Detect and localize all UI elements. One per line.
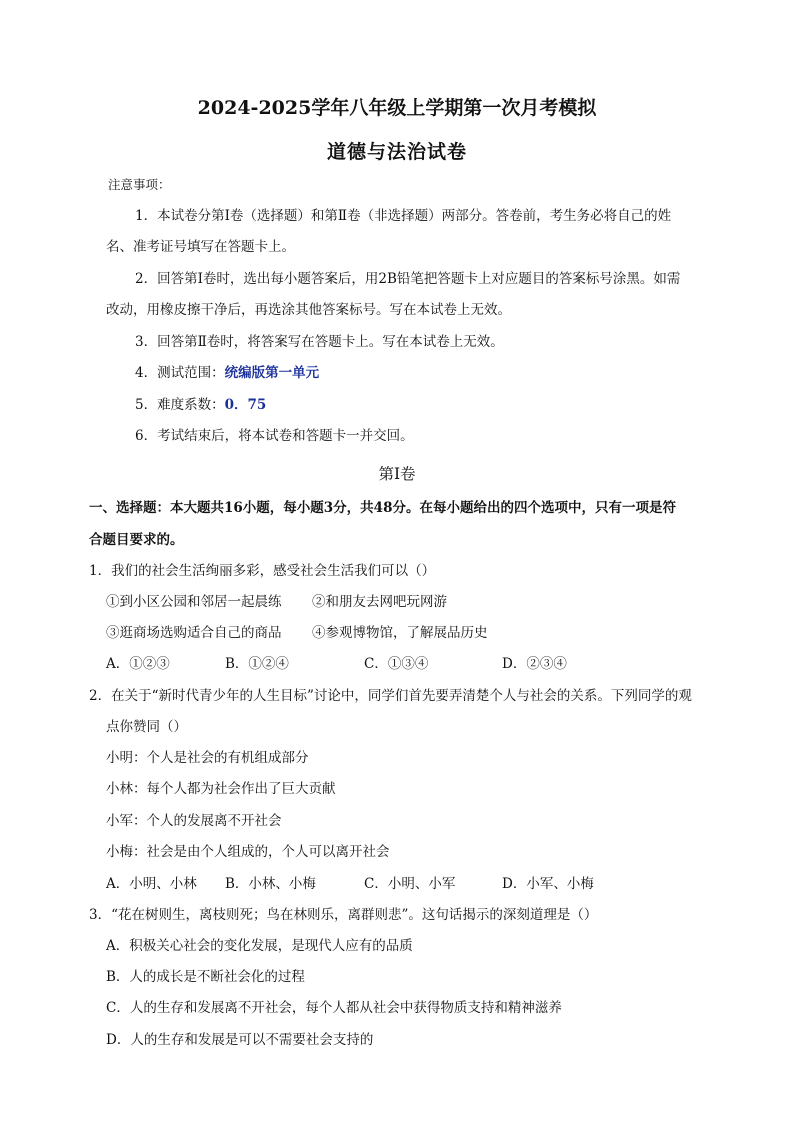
- q2-option-c: C．小明、小军: [364, 876, 456, 892]
- section-title: 第Ⅰ卷: [378, 465, 416, 483]
- q2-statement-3: 小军：个人的发展离不开社会: [106, 813, 282, 829]
- difficulty-value: 0．75: [224, 397, 267, 413]
- q1-option-a: A．①②③: [106, 656, 170, 672]
- section-instruction-line-1: 一、选择题：本大题共16小题，每小题3分，共48分。在每小题给出的四个选项中，只有一项是符: [89, 500, 676, 516]
- note-1-line-1: 1．本试卷分第Ⅰ卷（选择题）和第Ⅱ卷（非选择题）两部分。答卷前，考生务必将自己的姓: [135, 208, 672, 224]
- q2-statement-4: 小梅：社会是由个人组成的，个人可以离开社会: [106, 844, 390, 860]
- q2-option-a: A．小明、小林: [106, 876, 197, 892]
- note-5: [135, 396, 266, 414]
- q2-stem-line-1: 2．在关于“新时代青少年的人生目标”讨论中，同学们首先要弄清楚个人与社会的关系。下列同学的观: [89, 688, 692, 704]
- q1-statement-1: ①到小区公园和邻居一起晨练: [106, 594, 282, 610]
- q3-option-b: B．人的成长是不断社会化的过程: [106, 969, 305, 985]
- q1-stem: 1．我们的社会生活绚丽多彩，感受社会生活我们可以（）: [89, 563, 436, 579]
- q2-option-b: B．小林、小梅: [225, 876, 316, 892]
- note-1-line-2: 名、准考证号填写在答题卡上。: [106, 239, 295, 255]
- notes-heading: 注意事项：: [108, 177, 171, 192]
- q3-option-d: D．人的生存和发展是可以不需要社会支持的: [106, 1032, 374, 1048]
- q2-statement-1: 小明：个人是社会的有机组成部分: [106, 750, 309, 766]
- q1-statement-2: ②和朋友去网吧玩网游: [312, 594, 447, 610]
- q2-statement-2: 小林：每个人都为社会作出了巨大贡献: [106, 781, 336, 797]
- q2-option-d: D．小军、小梅: [502, 876, 594, 892]
- note-4-label: 4．测试范围：: [135, 365, 225, 381]
- note-6: 6．考试结束后，将本试卷和答题卡一并交回。: [135, 428, 414, 444]
- q1-option-c: C．①③④: [364, 656, 429, 672]
- note-5-label: 5．难度系数：: [135, 397, 225, 413]
- note-4: [135, 364, 319, 382]
- q3-option-c: C．人的生存和发展离不开社会，每个人都从社会中获得物质支持和精神滋养: [106, 1000, 562, 1016]
- test-scope: 统编版第一单元: [224, 365, 320, 381]
- q1-option-b: B．①②④: [225, 656, 289, 672]
- note-3: 3．回答第Ⅱ卷时，将答案写在答题卡上。写在本试卷上无效。: [135, 334, 504, 350]
- note-2-line-2: 改动，用橡皮擦干净后，再选涂其他答案标号。写在本试卷上无效。: [106, 302, 511, 318]
- q1-statement-3: ③逛商场选购适合自己的商品: [106, 625, 282, 641]
- q2-stem-line-2: 点你赞同（）: [106, 719, 187, 735]
- section-instruction-line-2: 合题目要求的。: [89, 532, 184, 548]
- q3-option-a: A．积极关心社会的变化发展，是现代人应有的品质: [106, 938, 413, 954]
- note-2-line-1: 2．回答第Ⅰ卷时，选出每小题答案后，用2B铅笔把答题卡上对应题目的答案标号涂黑。如需: [135, 271, 681, 287]
- exam-title: 2024-2025学年八年级上学期第一次月考模拟: [197, 97, 597, 119]
- exam-subtitle: 道德与法治试卷: [326, 141, 467, 163]
- q1-statement-4: ④参观博物馆，了解展品历史: [312, 625, 488, 641]
- q3-stem: 3．“花在树则生，离枝则死；鸟在林则乐，离群则悲”。这句话揭示的深刻道理是（）: [89, 907, 598, 923]
- q1-option-d: D．②③④: [502, 656, 567, 672]
